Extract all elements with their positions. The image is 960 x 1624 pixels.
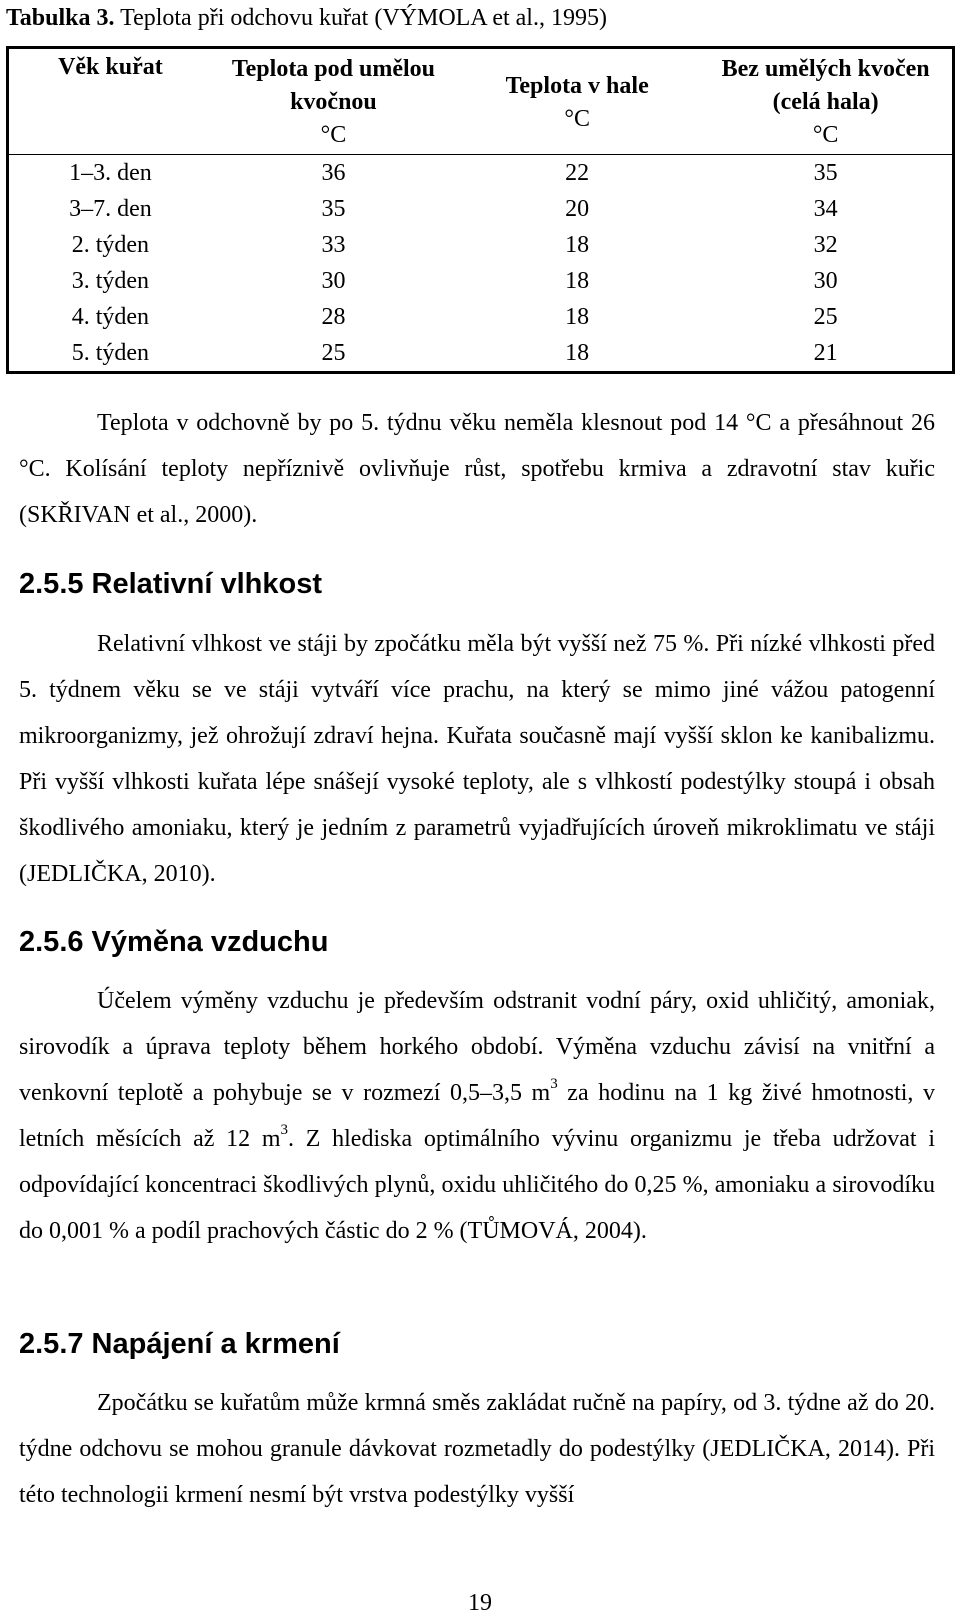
superscript-cubic: 3 — [550, 1076, 558, 1092]
table-cell: 33 — [321, 231, 346, 258]
page-number: 19 — [468, 1590, 492, 1616]
table-cell-age: 3. týden — [71, 267, 150, 294]
table-cell: 36 — [321, 159, 346, 186]
header-age — [8, 48, 212, 155]
table-cell: 18 — [565, 231, 590, 258]
header-under-brooder — [212, 48, 455, 155]
header-under-brooder-title: Teplota pod umělou kvočnou — [231, 56, 436, 115]
table-cell: 35 — [321, 195, 346, 222]
table-caption-label: Tabulka 3. — [6, 5, 115, 31]
header-no-brooder-unit: °C — [812, 122, 839, 148]
header-hall — [455, 48, 699, 155]
table-cell: 18 — [565, 339, 590, 366]
table-cell: 25 — [321, 339, 346, 366]
heading-relative-humidity: 2.5.5 Relativní vlhkost — [19, 568, 323, 600]
header-no-brooder-title: Bez umělých kvočen (celá hala) — [721, 56, 930, 115]
table-row — [8, 227, 954, 263]
table-cell-age: 5. týden — [71, 339, 150, 366]
table-cell-age: 4. týden — [71, 303, 150, 330]
table-cell: 21 — [813, 339, 838, 366]
table-caption-text: Teplota při odchovu kuřat (VÝMOLA et al., 1995) — [114, 5, 607, 31]
table-cell: 20 — [565, 195, 590, 222]
table-caption — [6, 2, 607, 34]
header-age-title: Věk kuřat — [58, 54, 163, 80]
table-cell: 32 — [813, 231, 838, 258]
paragraph-watering-feeding — [19, 1380, 935, 1518]
header-hall-unit: °C — [564, 105, 590, 132]
paragraph-text-part: . Z hlediska optimálního vývinu organizmu je třeba udržovat i odpovídající koncentraci škodlivých plynů, oxidu uhličitého do 0,25 %, amoniaku a sirovodíku do 0,001 % a podíl prachových částic do 2 % (TŮMOVÁ, 2004). — [19, 1126, 935, 1244]
table-cell-age: 1–3. den — [69, 159, 152, 186]
heading-air-exchange: 2.5.6 Výměna vzduchu — [19, 926, 329, 958]
paragraph-air-exchange — [19, 978, 935, 1254]
header-under-brooder-unit: °C — [320, 122, 347, 148]
table-cell: 30 — [813, 267, 838, 294]
table-cell-age: 3–7. den — [69, 195, 152, 222]
heading-watering-feeding: 2.5.7 Napájení a krmení — [19, 1328, 340, 1360]
table-cell: 28 — [321, 303, 346, 330]
paragraph-text: Teplota v odchovně by po 5. týdnu věku neměla klesnout pod 14 °C a přesáhnout 26 °C. Kolísání teploty nepříznivě ovlivňuje růst, spotřebu krmiva a zdravotní stav kuřic (SKŘIVAN et al., 2000). — [19, 410, 935, 528]
superscript-cubic: 3 — [280, 1122, 289, 1138]
table-cell: 18 — [565, 303, 590, 330]
table-row — [8, 299, 954, 335]
table-header-row — [8, 48, 954, 155]
table-row — [8, 263, 954, 299]
paragraph-text-part: Účelem výměny vzduchu je především odstranit vodní páry, oxid uhličitý, amoniak, sirovodík a úprava teploty během horkého období. Výměna vzduchu závisí na vnitřní a venkovní teplotě a pohybuje se v rozmezí 0,5–3,5 m — [19, 988, 935, 1106]
paragraph-temperature — [19, 400, 935, 538]
temperature-table — [6, 46, 955, 374]
table-cell: 35 — [813, 159, 838, 186]
table-cell: 25 — [813, 303, 838, 330]
paragraph-text — [19, 978, 935, 1254]
table-row — [8, 191, 954, 227]
table-cell: 30 — [321, 267, 346, 294]
table-row — [8, 155, 954, 192]
table-cell: 18 — [565, 267, 590, 294]
header-hall-title: Teplota v hale — [505, 72, 649, 99]
header-no-brooder — [699, 48, 953, 155]
table-row — [8, 335, 954, 373]
table-cell-age: 2. týden — [71, 231, 150, 258]
paragraph-text: Zpočátku se kuřatům může krmná směs zakládat ručně na papíry, od 3. týdne až do 20. týdne odchovu se mohou granule dávkovat rozmetadly do podestýlky (JEDLIČKA, 2014). Při této technologii krmení nesmí být vrstva podestýlky vyšší — [19, 1390, 935, 1508]
paragraph-text: Relativní vlhkost ve stáji by zpočátku měla být vyšší než 75 %. Při nízké vlhkosti před 5. týdnem věku se ve stáji vytváří více prachu, na který se mimo jiné vážou patogenní mikroorganizmy, jež ohrožují zdraví hejna. Kuřata současně mají vyšší sklon ke kanibalizmu. Při vyšší vlhkosti kuřata lépe snášejí vysoké teploty, ale s vlhkostí podestýlky stoupá i obsah škodlivého amoniaku, který je jedním z parametrů vyjadřujících úroveň mikroklimatu ve stáji (JEDLIČKA, 2010). — [19, 631, 935, 887]
paragraph-text-part: za hodinu na 1 kg živé hmotnosti, v letních měsících až 12 m — [19, 1080, 935, 1152]
paragraph-relative-humidity — [19, 621, 935, 897]
table-cell: 22 — [565, 159, 590, 186]
table-cell: 34 — [813, 195, 838, 222]
